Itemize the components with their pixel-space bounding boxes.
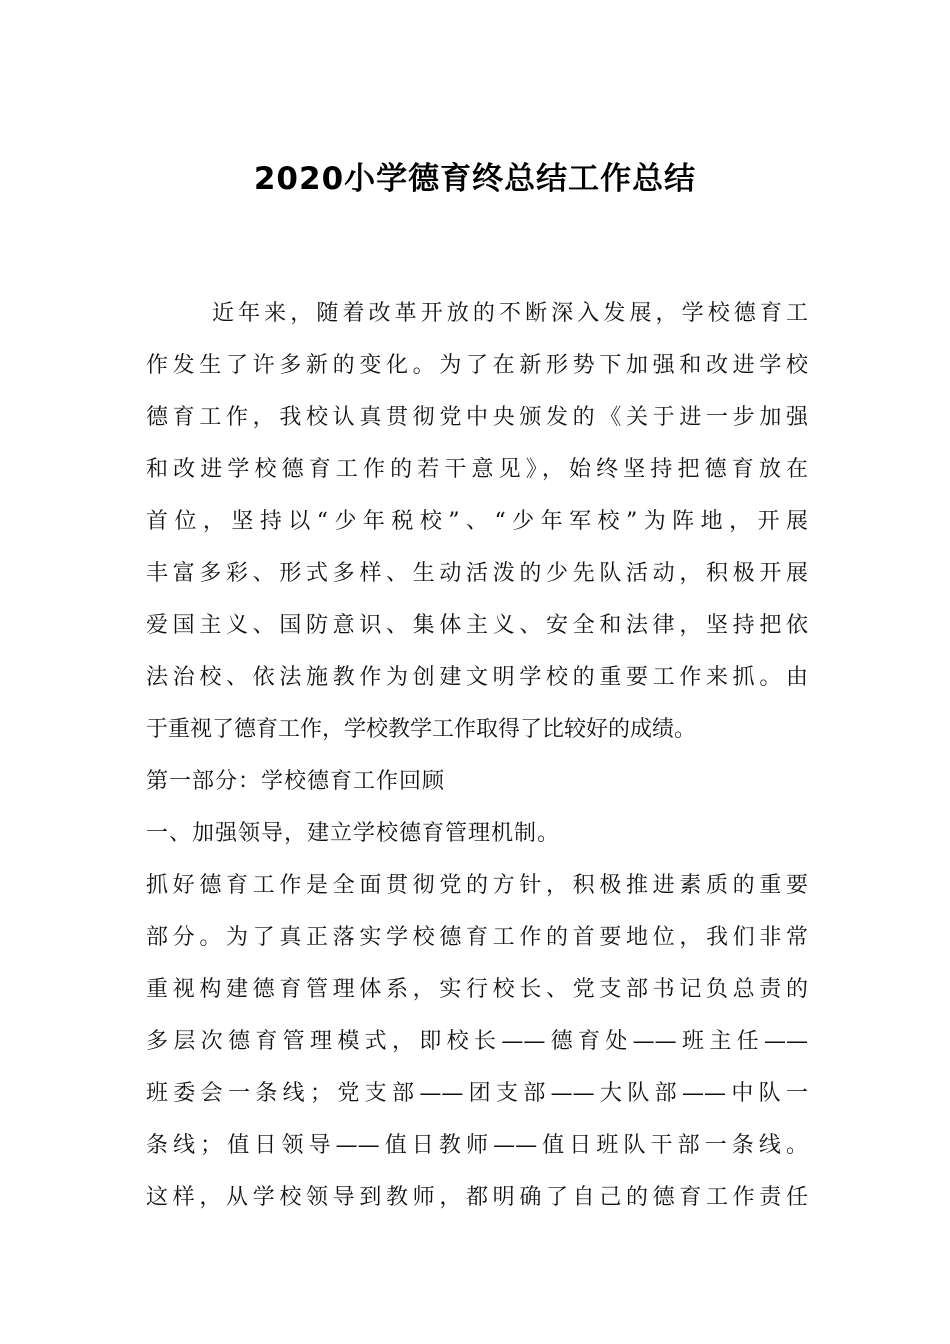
paragraph-line: 班委会一条线；党支部——团支部——大队部——中队一 xyxy=(146,1081,808,1106)
document-title: 2020小学德育终总结工作总结 xyxy=(253,161,697,197)
paragraph-line: 首位，坚持以“少年税校”、“少年军校”为阵地，开展 xyxy=(146,509,808,534)
paragraph-line: 丰富多彩、形式多样、生动活泼的少先队活动，积极开展 xyxy=(146,561,808,586)
section-heading: 第一部分：学校德育工作回顾 xyxy=(146,769,446,794)
paragraph-line: 德育工作，我校认真贯彻党中央颁发的《关于进一步加强 xyxy=(146,405,808,430)
paragraph-line: 重视构建德育管理体系，实行校长、党支部书记负总责的 xyxy=(146,977,808,1002)
paragraph-line: 法治校、依法施教作为创建文明学校的重要工作来抓。由 xyxy=(146,665,808,690)
paragraph-line: 于重视了德育工作，学校教学工作取得了比较好的成绩。 xyxy=(146,717,697,742)
paragraph-line: 近年来，随着改革开放的不断深入发展，学校德育工 xyxy=(212,301,808,326)
paragraph-line: 条线；值日领导——值日教师——值日班队干部一条线。 xyxy=(146,1133,808,1158)
paragraph-line: 作发生了许多新的变化。为了在新形势下加强和改进学校 xyxy=(146,353,808,378)
document-body xyxy=(146,288,808,1224)
paragraph-line: 抓好德育工作是全面贯彻党的方针，积极推进素质的重要 xyxy=(146,873,808,898)
subsection-heading: 一、加强领导，建立学校德育管理机制。 xyxy=(146,821,561,846)
paragraph-line: 多层次德育管理模式，即校长——德育处——班主任—— xyxy=(146,1029,808,1054)
paragraph-line: 和改进学校德育工作的若干意见》，始终坚持把德育放在 xyxy=(146,457,808,482)
paragraph-line: 部分。为了真正落实学校德育工作的首要地位，我们非常 xyxy=(146,925,808,950)
paragraph-line: 这样，从学校领导到教师，都明确了自己的德育工作责任 xyxy=(146,1185,808,1210)
paragraph-line: 爱国主义、国防意识、集体主义、安全和法律，坚持把依 xyxy=(146,613,808,638)
